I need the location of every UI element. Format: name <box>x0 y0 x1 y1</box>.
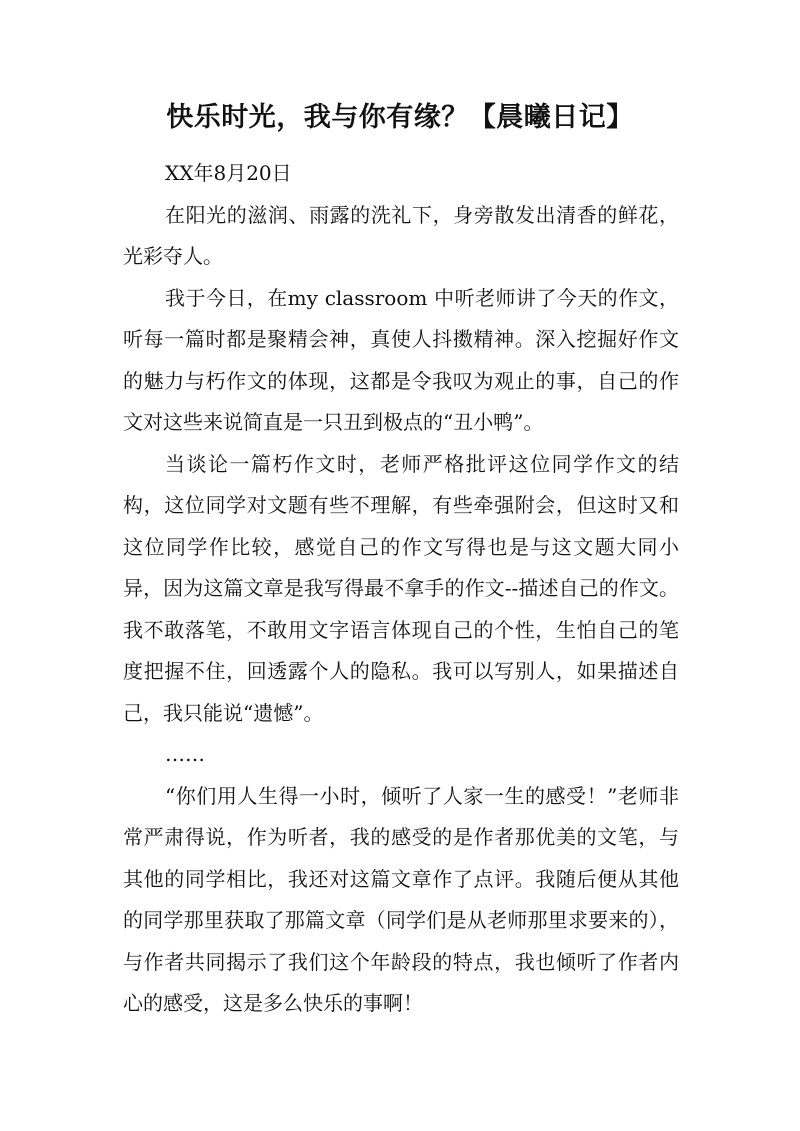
document-title: 快乐时光，我与你有缘？【晨曦日记】 <box>166 102 634 133</box>
paragraph-2: 我于今日，在my classroom 中听老师讲了今天的作文，听每一篇时都是聚精会神，真使人抖擞精神。深入挖掘好作文的魅力与朽作文的体现，这都是令我叹为观止的事，自己的作文对这些来说简直是一只丑到极点的“丑小鸭”。 <box>123 285 679 434</box>
date-line: XX年8月20日 <box>165 161 292 185</box>
ellipsis-line: …… <box>165 742 205 766</box>
paragraph-1: 在阳光的滋润、雨露的洗礼下，身旁散发出清香的鲜花，光彩夺人。 <box>123 202 679 268</box>
paragraph-4: “你们用人生得一小时，倾听了人家一生的感受！”老师非常严肃得说，作为听者，我的感受的是作者那优美的文笔，与其他的同学相比，我还对这篇文章作了点评。我随后便从其他的同学那里获取了那篇文章（同学们是从老师那里求要来的），与作者共同揭示了我们这个年龄段的特点，我也倾听了作者内心的感受，这是多么快乐的事啊！ <box>123 783 679 1015</box>
paragraph-3: 当谈论一篇朽作文时，老师严格批评这位同学作文的结构，这位同学对文题有些不理解，有些牵强附会，但这时又和这位同学作比较，感觉自己的作文写得也是与这文题大同小异，因为这篇文章是我写得最不拿手的作文--描述自己的作文。我不敢落笔，不敢用文字语言体现自己的个性，生怕自己的笔度把握不住，回透露个人的隐私。我可以写别人，如果描述自己，我只能说“遗憾”。 <box>123 451 679 725</box>
document-body <box>123 153 679 1025</box>
